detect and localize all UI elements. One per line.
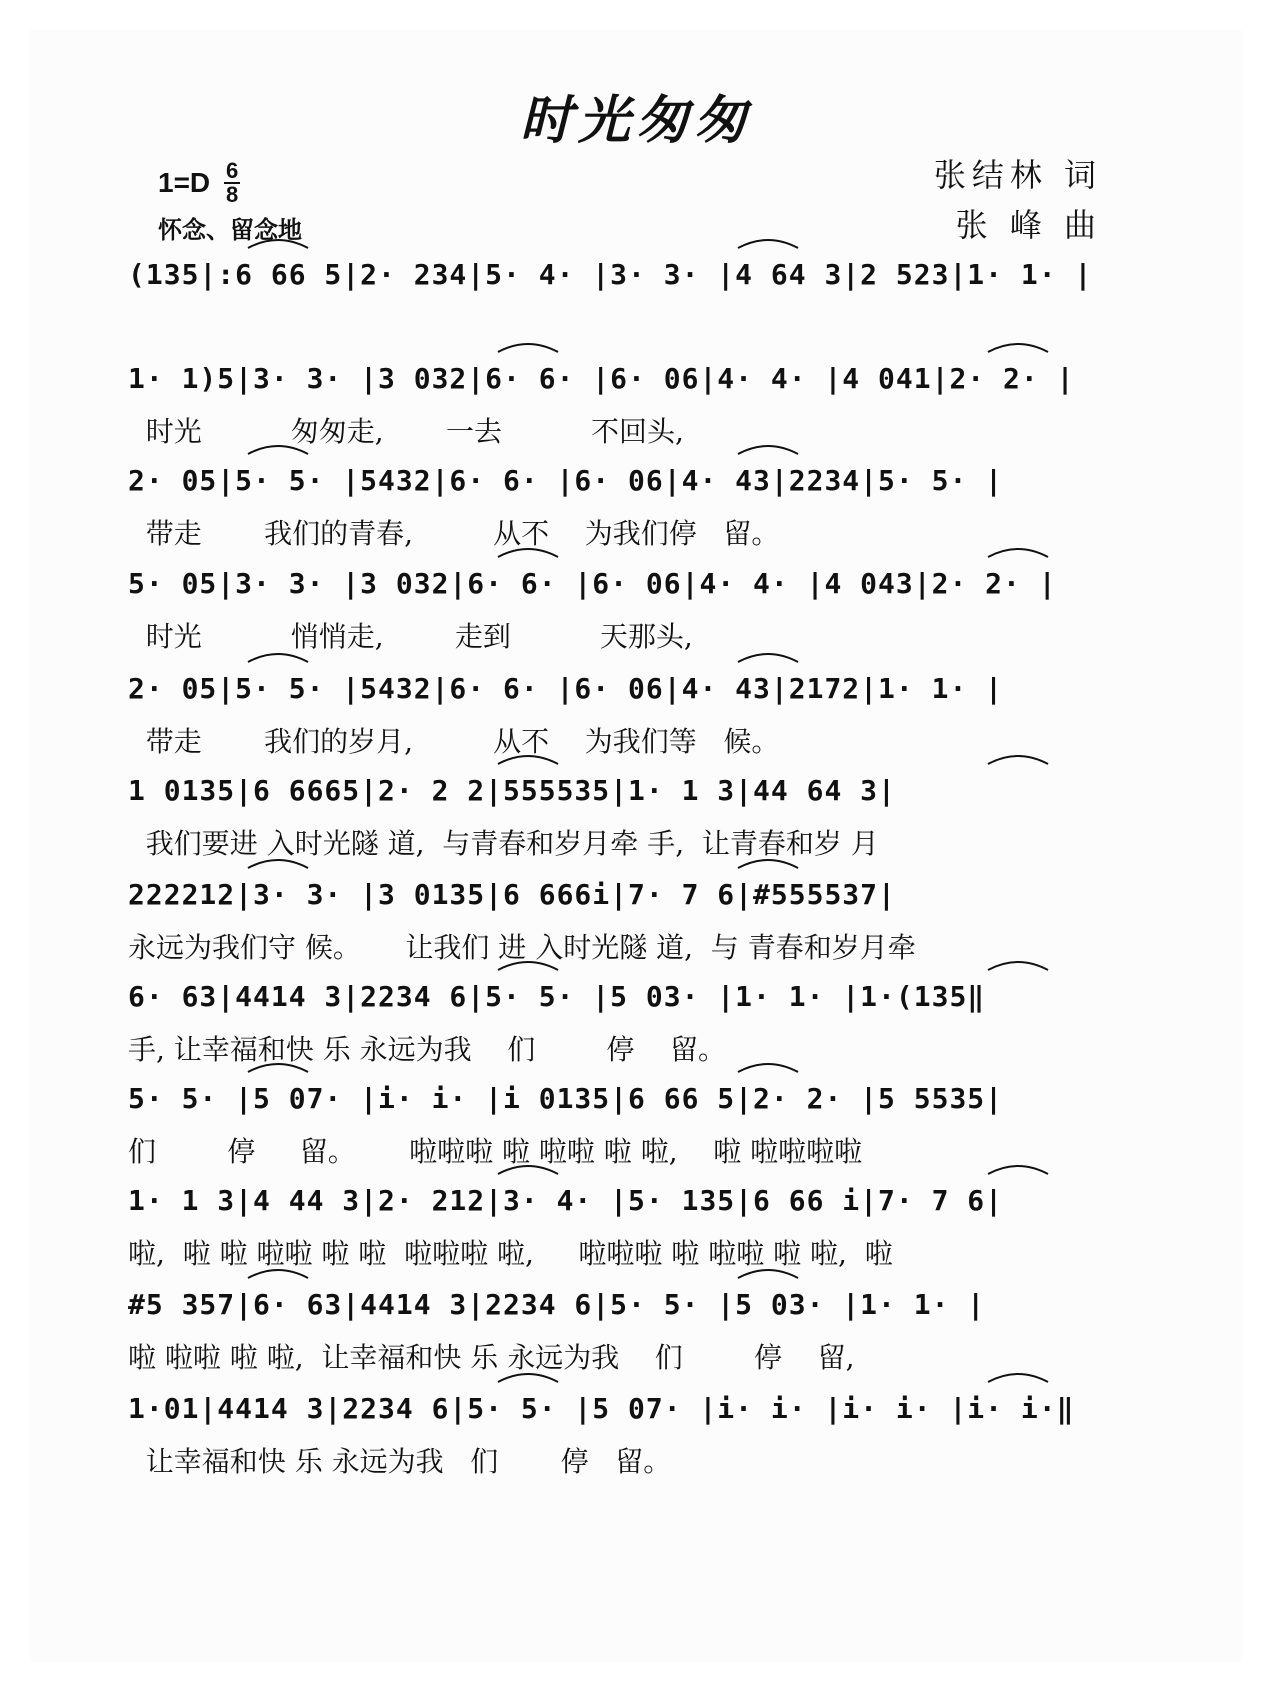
composer-credit: 张 峰 曲 [955,206,1102,244]
slur [988,1374,1048,1382]
slur [498,1374,558,1382]
slur-marks [128,1366,1148,1386]
notation-line [128,352,1148,412]
slur [498,756,558,764]
lyrics-line: 啦 啦啦 啦 啦, 让幸福和快 乐 永远为我 们 停 留, [128,1341,855,1374]
slur [498,549,558,557]
notation-line [128,1174,1148,1234]
jianpu-notes: 1·01|4414 3|2234 6|5· 5· |5 07· |i· i· |i· i· |i· i·‖ [128,1392,1075,1425]
notation-line [128,557,1148,617]
jianpu-notes: 1· 1)5|3· 3· |3 032|6· 6· |6· 06|4· 4· |4 041|2· 2· | [128,362,1075,395]
notation-line [128,1072,1148,1132]
song-title: 时光匆匆 [519,90,752,151]
staff-row [128,454,1148,554]
slur-marks [128,336,1148,356]
slur [248,1064,308,1072]
slur [988,549,1048,557]
lyrics-line: 带走 我们的青春, 从不 为我们停 留。 [128,517,780,550]
lyrics-line: 们 停 留。 啦啦啦 啦 啦啦 啦 啦, 啦 啦啦啦啦 [128,1135,863,1168]
tempo-marking: 怀念、留念地 [158,216,302,244]
lyrics-line: 啦, 啦 啦 啦啦 啦 啦 啦啦啦 啦, 啦啦啦 啦 啦啦 啦 啦, 啦 [128,1237,893,1270]
staff-row [128,1072,1148,1172]
lyrics-line: 手, 让幸福和快 乐 永远为我 们 停 留。 [128,1033,727,1066]
slur-marks [128,954,1148,974]
notation-line [128,662,1148,722]
slur [988,962,1048,970]
notation-line [128,454,1148,514]
lyricist-credit: 张结林 词 [933,156,1102,194]
jianpu-notes: #5 357|6· 63|4414 3|2234 6|5· 5· |5 03· |1· 1· | [128,1288,986,1321]
slur [738,1270,798,1278]
slur-marks [128,541,1148,561]
slur [498,344,558,352]
slur-marks [128,1056,1148,1076]
slur [248,1270,308,1278]
slur [988,756,1048,764]
notation-line [128,248,1148,308]
key-signature [158,160,240,206]
lyrics-line: 我们要进 入时光隧 道, 与青春和岁月牵 手, 让青春和岁 月 [128,827,879,860]
staff-row [128,662,1148,762]
slur-marks [128,1158,1148,1178]
slur [248,240,308,248]
staff-row [128,557,1148,657]
staff-row [128,1174,1148,1274]
slur-marks [128,438,1148,458]
jianpu-notes: 1· 1 3|4 44 3|2· 212|3· 4· |5· 135|6 66 i|7· 7 6| [128,1184,1004,1217]
lyrics-line: 时光 匆匆走, 一去 不回头, [128,415,684,448]
slur [498,1166,558,1174]
slur [248,654,308,662]
slur [248,860,308,868]
slur-marks [128,646,1148,666]
staff-row [128,868,1148,968]
notation-line [128,764,1148,824]
staff-row [128,970,1148,1070]
jianpu-notes: 5· 05|3· 3· |3 032|6· 6· |6· 06|4· 4· |4 043|2· 2· | [128,567,1057,600]
slur [738,240,798,248]
jianpu-notes: 2· 05|5· 5· |5432|6· 6· |6· 06|4· 43|2172|1· 1· | [128,672,1004,705]
lyrics-line: 带走 我们的岁月, 从不 为我们等 候。 [128,725,780,758]
staff-row [128,352,1148,452]
jianpu-notes: 1 0135|6 6665|2· 2 2|555535|1· 1 3|44 64 3| [128,774,896,807]
notation-line [128,1278,1148,1338]
staff-row [128,764,1148,864]
slur-marks [128,1262,1148,1282]
slur [988,1166,1048,1174]
slur-marks [128,232,1148,252]
notation-line [128,1382,1148,1442]
slur [738,654,798,662]
time-signature: 6 8 [226,158,239,207]
staff-row [128,1382,1148,1482]
slur-marks [128,748,1148,768]
lyrics-line: 永远为我们守 候。 让我们 进 入时光隧 道, 与 青春和岁月牵 [128,931,916,964]
slur-marks [128,852,1148,872]
slur [738,860,798,868]
jianpu-notes: 2· 05|5· 5· |5432|6· 6· |6· 06|4· 43|2234|5· 5· | [128,464,1004,497]
slur [738,446,798,454]
staff-row [128,1278,1148,1378]
jianpu-notes: 6· 63|4414 3|2234 6|5· 5· |5 03· |1· 1· |1·(135‖ [128,980,986,1013]
slur [988,344,1048,352]
staff-row [128,248,1148,348]
lyrics-line: 让幸福和快 乐 永远为我 们 停 留。 [128,1445,672,1478]
lyrics-line: 时光 悄悄走, 走到 天那头, [128,620,693,653]
slur [738,1064,798,1072]
key-label: 1=D [158,167,211,198]
notation-line [128,868,1148,928]
jianpu-notes: 222212|3· 3· |3 0135|6 666i|7· 7 6|#555537| [128,878,896,911]
jianpu-notes: (135|:6 66 5|2· 234|5· 4· |3· 3· |4 64 3|2 523|1· 1· | [128,258,1093,291]
slur [498,962,558,970]
notation-line [128,970,1148,1030]
jianpu-notes: 5· 5· |5 07· |i· i· |i 0135|6 66 5|2· 2· |5 5535| [128,1082,1004,1115]
slur [248,446,308,454]
